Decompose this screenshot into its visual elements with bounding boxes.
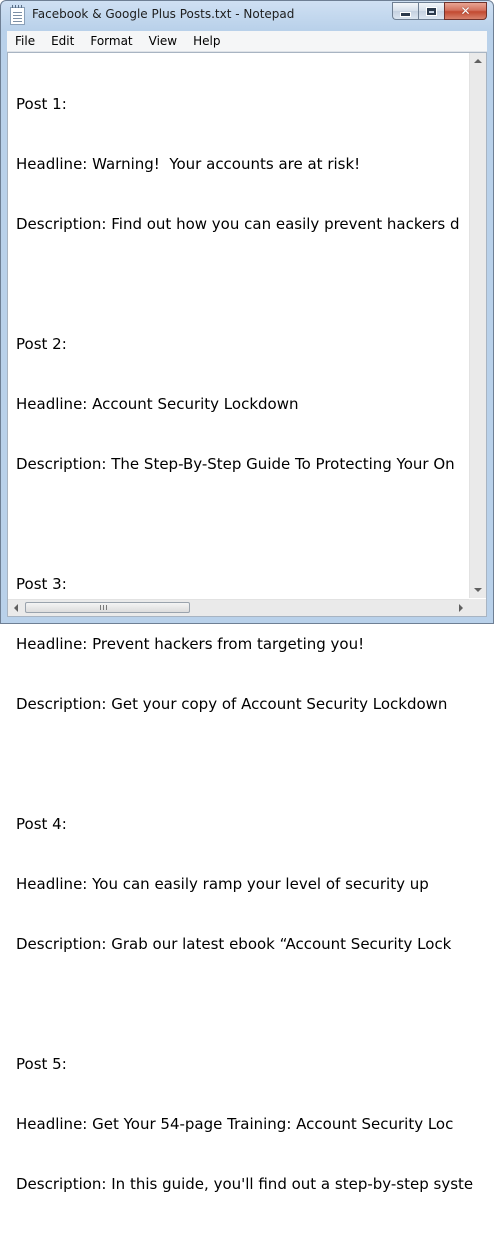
minimize-icon: [400, 12, 411, 17]
scroll-left-arrow-icon[interactable]: [14, 604, 18, 612]
document-text: [16, 54, 473, 1234]
notepad-app-icon[interactable]: [10, 7, 25, 25]
text-line: Headline: Prevent hackers from targeting you!: [16, 635, 365, 653]
close-button[interactable]: [444, 2, 487, 20]
text-area[interactable]: [8, 53, 474, 1193]
maximize-icon: [427, 8, 436, 15]
text-line: Post 2:: [16, 335, 67, 353]
menu-help[interactable]: Help: [193, 34, 221, 48]
text-line: [16, 754, 473, 774]
grip-icon: [100, 605, 107, 610]
scroll-down-arrow-icon[interactable]: [474, 588, 482, 592]
size-grip[interactable]: [469, 599, 486, 616]
close-icon: ✕: [460, 4, 471, 18]
text-line: Description: Find out how you can easily prevent hackers d: [16, 215, 460, 233]
minimize-button[interactable]: [392, 2, 418, 20]
caption-buttons: [392, 2, 487, 20]
text-editor[interactable]: [7, 52, 487, 1193]
text-line: Post 4:: [16, 815, 67, 833]
menu-format[interactable]: Format: [90, 34, 133, 48]
text-line: Description: Get your copy of Account Security Lockdown: [16, 695, 448, 713]
text-line: [16, 994, 473, 1014]
title-bar[interactable]: [1, 1, 493, 30]
text-line: Headline: You can easily ramp your level of security up: [16, 875, 429, 893]
window-title: Facebook & Google Plus Posts.txt - Notepad: [32, 7, 295, 21]
text-line: Post 5:: [16, 1055, 67, 1073]
horizontal-scrollbar[interactable]: [8, 599, 469, 616]
text-line: Headline: Get Your 54-page Training: Account Security Loc: [16, 1115, 454, 1133]
text-line: [16, 274, 473, 294]
text-line: Post 1:: [16, 95, 67, 113]
text-line: Post 3:: [16, 575, 67, 593]
text-line: [16, 514, 473, 534]
text-line: Description: The Step-By-Step Guide To Protecting Your On: [16, 455, 455, 473]
vertical-scrollbar[interactable]: [469, 53, 486, 598]
text-line: Headline: Warning! Your accounts are at risk!: [16, 155, 361, 173]
text-line: Description: Grab our latest ebook “Account Security Lock: [16, 935, 452, 953]
text-line: Description: In this guide, you'll find out a step-by-step syste: [16, 1175, 474, 1193]
maximize-button[interactable]: [418, 2, 444, 20]
scroll-right-arrow-icon[interactable]: [459, 604, 463, 612]
horizontal-scroll-thumb[interactable]: [25, 602, 190, 613]
text-line: Headline: Account Security Lockdown: [16, 395, 299, 413]
menu-bar: [7, 31, 487, 52]
menu-view[interactable]: View: [148, 34, 178, 48]
menu-file[interactable]: File: [15, 34, 36, 48]
menu-edit[interactable]: Edit: [51, 34, 75, 48]
scroll-up-arrow-icon[interactable]: [474, 59, 482, 63]
